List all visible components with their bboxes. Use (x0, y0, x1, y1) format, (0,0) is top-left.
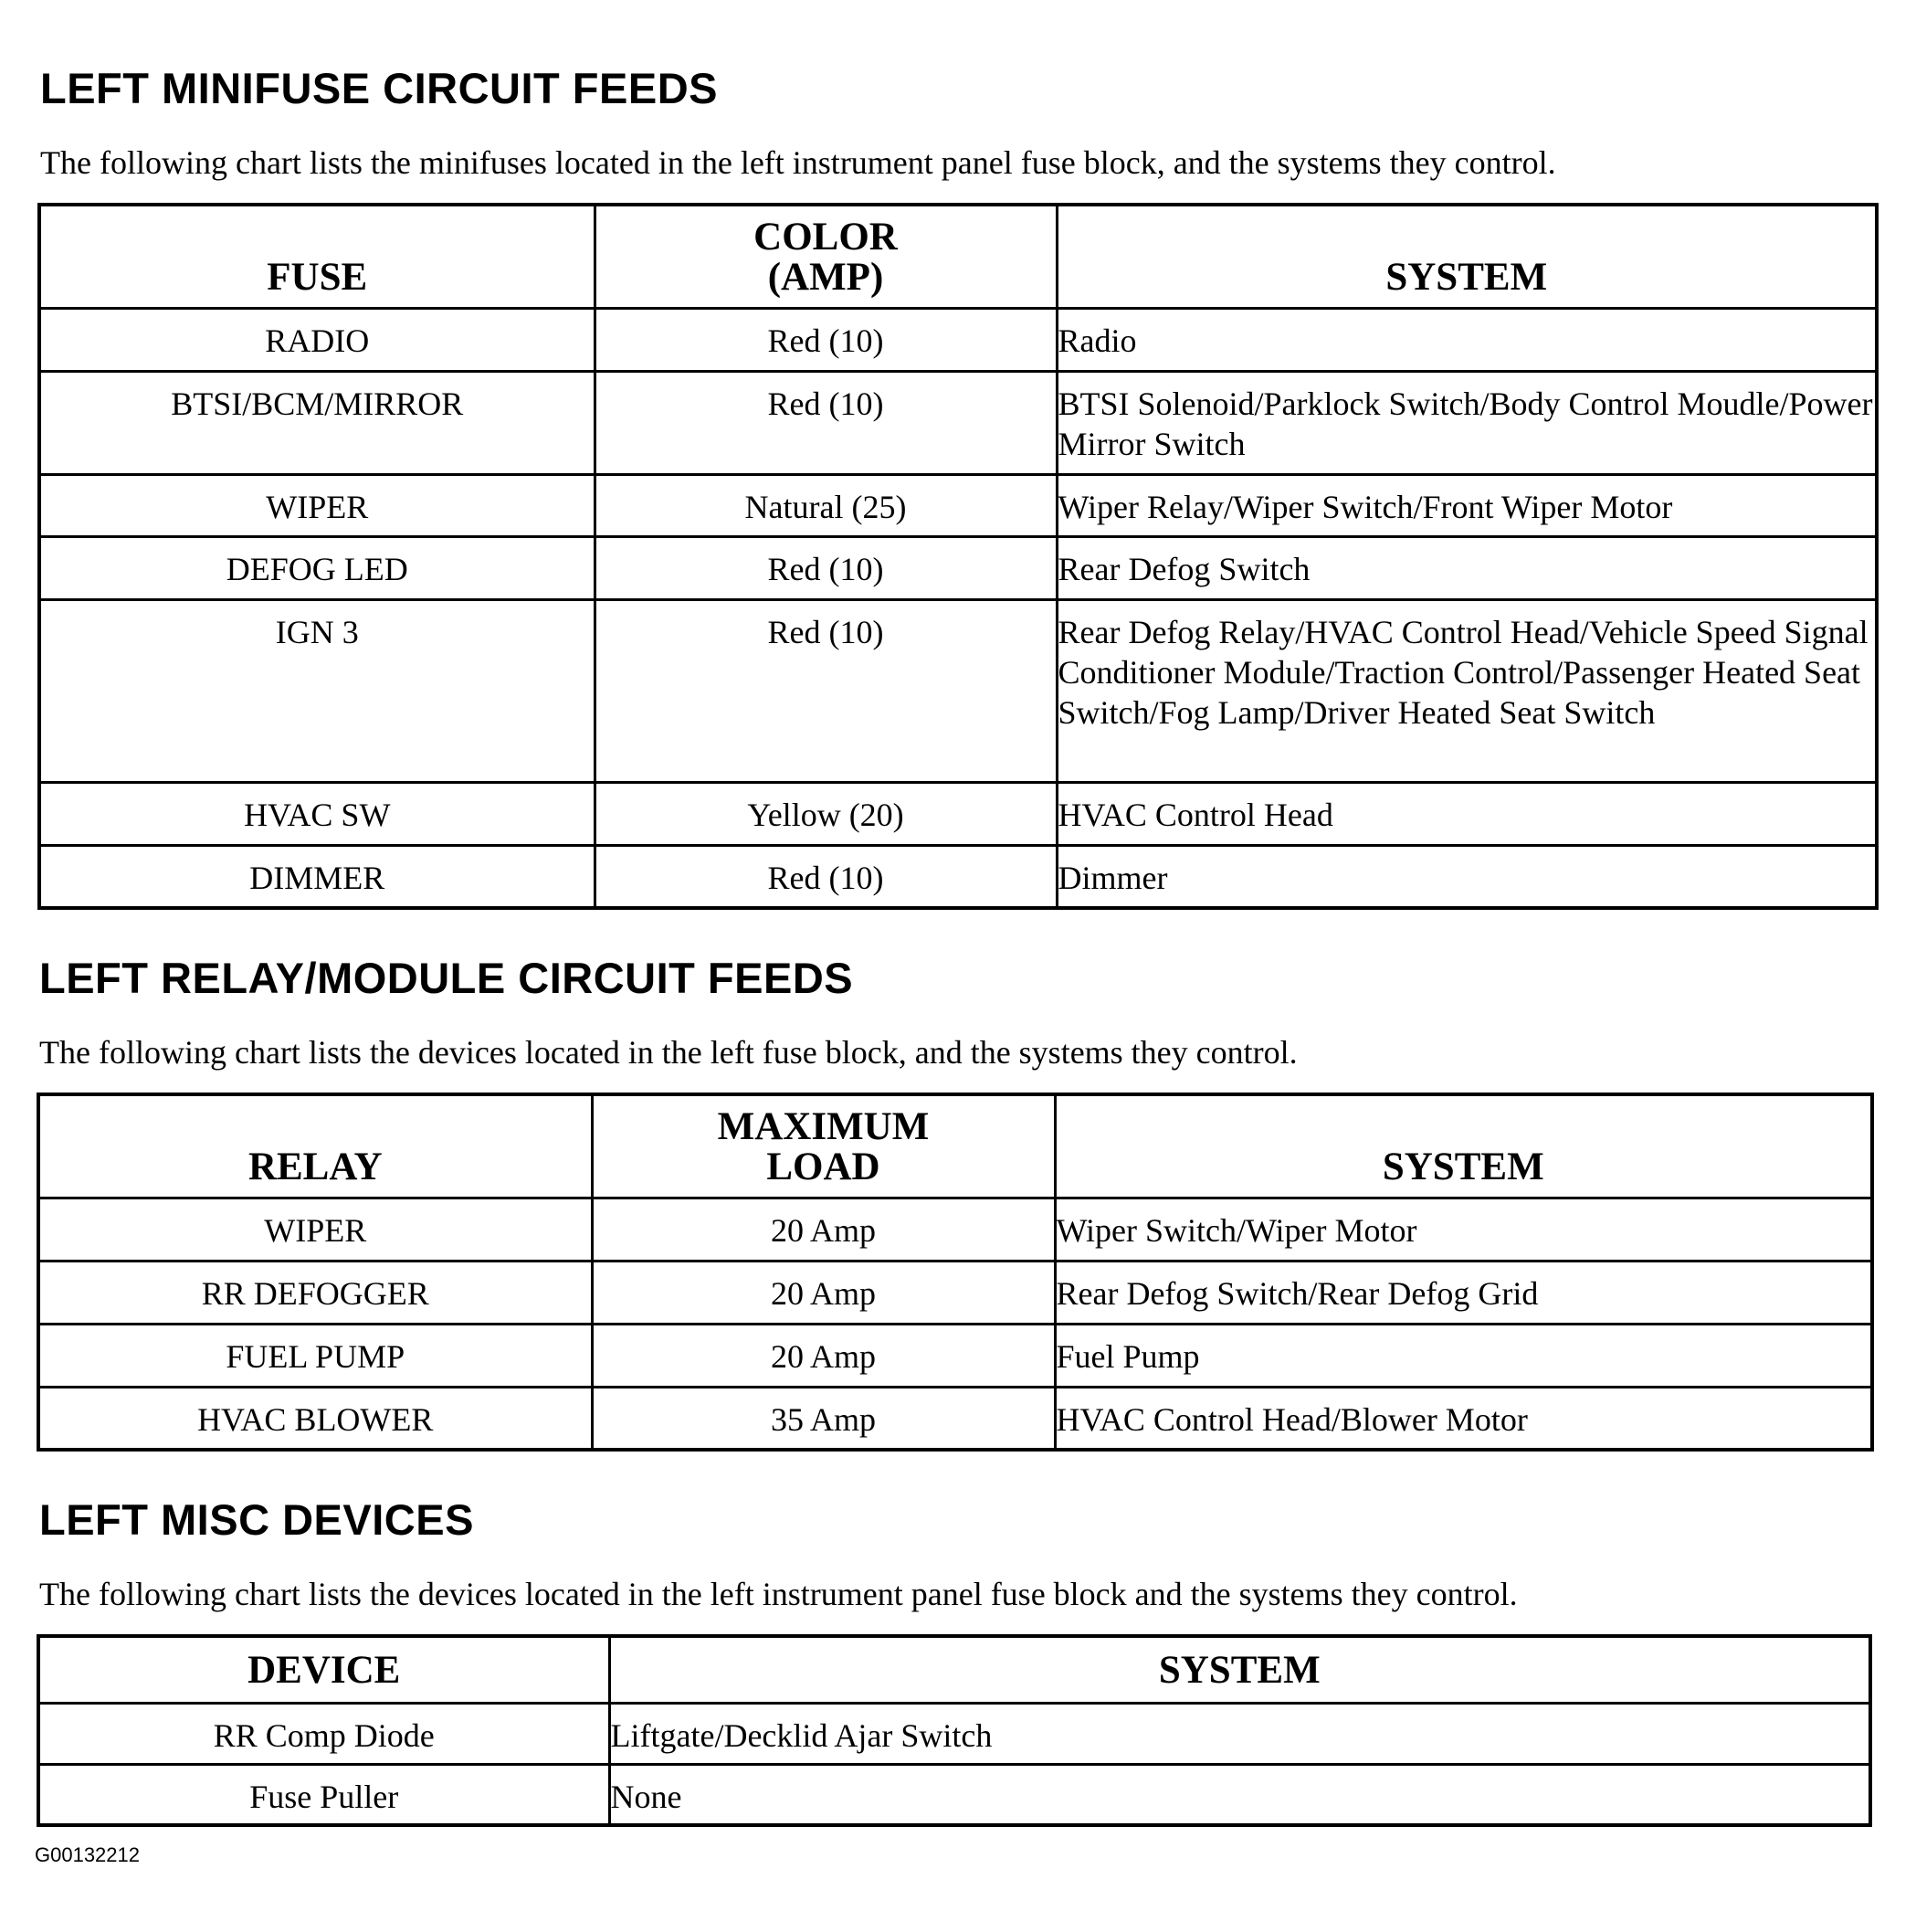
relay-name: HVAC BLOWER (38, 1387, 592, 1450)
fuse-system: Rear Defog Relay/HVAC Control Head/Vehicle Speed Signal Conditioner Module/Traction Control/Passenger Heated Seat Switch/Fog Lamp/Driver Heated Seat Switch (1057, 599, 1877, 782)
relay-max-load: 20 Amp (592, 1324, 1055, 1387)
relay-system: Wiper Switch/Wiper Motor (1055, 1198, 1872, 1261)
relay-system: HVAC Control Head/Blower Motor (1055, 1387, 1872, 1450)
maximum-load-header-line1: MAXIMUM (717, 1104, 930, 1148)
relay-name: FUEL PUMP (38, 1324, 592, 1387)
fuse-system: BTSI Solenoid/Parklock Switch/Body Control Moudle/Power Mirror Switch (1057, 371, 1877, 474)
minifuse-table (37, 203, 1879, 910)
relay-system: Rear Defog Switch/Rear Defog Grid (1055, 1261, 1872, 1324)
table-row (39, 599, 1877, 782)
system-column-header: SYSTEM (609, 1636, 1870, 1703)
system-column-header: SYSTEM (1055, 1094, 1872, 1198)
table-row (39, 371, 1877, 474)
misc-devices-table (37, 1634, 1872, 1827)
relay-column-header: RELAY (38, 1094, 592, 1198)
device-column-header: DEVICE (38, 1636, 609, 1703)
relay-header-row (38, 1094, 1872, 1198)
misc-section-title: LEFT MISC DEVICES (39, 1495, 474, 1544)
device-name: Fuse Puller (38, 1764, 609, 1825)
fuse-color-amp: Yellow (20) (595, 782, 1057, 845)
relay-max-load: 35 Amp (592, 1387, 1055, 1450)
fuse-system: Rear Defog Switch (1057, 536, 1877, 599)
table-row (39, 782, 1877, 845)
fuse-name: HVAC SW (39, 782, 595, 845)
minifuse-section-title: LEFT MINIFUSE CIRCUIT FEEDS (40, 64, 718, 112)
relay-system: Fuel Pump (1055, 1324, 1872, 1387)
table-row (39, 308, 1877, 371)
fuse-system: HVAC Control Head (1057, 782, 1877, 845)
fuse-system: Wiper Relay/Wiper Switch/Front Wiper Motor (1057, 474, 1877, 536)
misc-section-intro: The following chart lists the devices located in the left instrument panel fuse block and the systems they control. (39, 1576, 1518, 1612)
relay-section-title: LEFT RELAY/MODULE CIRCUIT FEEDS (39, 954, 854, 1002)
table-row (38, 1198, 1872, 1261)
fuse-system: Radio (1057, 308, 1877, 371)
fuse-name: DIMMER (39, 845, 595, 908)
figure-id: G00132212 (35, 1843, 140, 1866)
maximum-load-header-line2: LOAD (766, 1145, 880, 1188)
fuse-color-amp: Red (10) (595, 599, 1057, 782)
table-row (38, 1764, 1870, 1825)
table-row (39, 474, 1877, 536)
color-amp-header-line1: COLOR (753, 215, 898, 259)
table-row (38, 1387, 1872, 1450)
table-row (38, 1324, 1872, 1387)
system-column-header: SYSTEM (1057, 205, 1877, 308)
fuse-name: BTSI/BCM/MIRROR (39, 371, 595, 474)
relay-table (37, 1093, 1874, 1452)
table-row (38, 1261, 1872, 1324)
fuse-name: RADIO (39, 308, 595, 371)
relay-name: RR DEFOGGER (38, 1261, 592, 1324)
fuse-color-amp: Red (10) (595, 536, 1057, 599)
fuse-column-header: FUSE (39, 205, 595, 308)
minifuse-header-row (39, 205, 1877, 308)
table-row (38, 1703, 1870, 1764)
fuse-color-amp: Red (10) (595, 845, 1057, 908)
fuse-color-amp: Red (10) (595, 371, 1057, 474)
fuse-name: DEFOG LED (39, 536, 595, 599)
device-name: RR Comp Diode (38, 1703, 609, 1764)
fuse-color-amp: Natural (25) (595, 474, 1057, 536)
relay-section-intro: The following chart lists the devices located in the left fuse block, and the systems they control. (39, 1034, 1298, 1071)
maximum-load-column-header (592, 1094, 1055, 1198)
table-row (39, 536, 1877, 599)
fuse-color-amp: Red (10) (595, 308, 1057, 371)
relay-name: WIPER (38, 1198, 592, 1261)
relay-max-load: 20 Amp (592, 1198, 1055, 1261)
table-row (39, 845, 1877, 908)
device-system: None (609, 1764, 1870, 1825)
minifuse-section-intro: The following chart lists the minifuses located in the left instrument panel fuse block, and the systems they control. (40, 144, 1556, 181)
fuse-name: IGN 3 (39, 599, 595, 782)
relay-max-load: 20 Amp (592, 1261, 1055, 1324)
device-system: Liftgate/Decklid Ajar Switch (609, 1703, 1870, 1764)
color-amp-column-header (595, 205, 1057, 308)
fuse-system: Dimmer (1057, 845, 1877, 908)
color-amp-header-line2: (AMP) (767, 255, 884, 299)
misc-header-row (38, 1636, 1870, 1703)
fuse-name: WIPER (39, 474, 595, 536)
